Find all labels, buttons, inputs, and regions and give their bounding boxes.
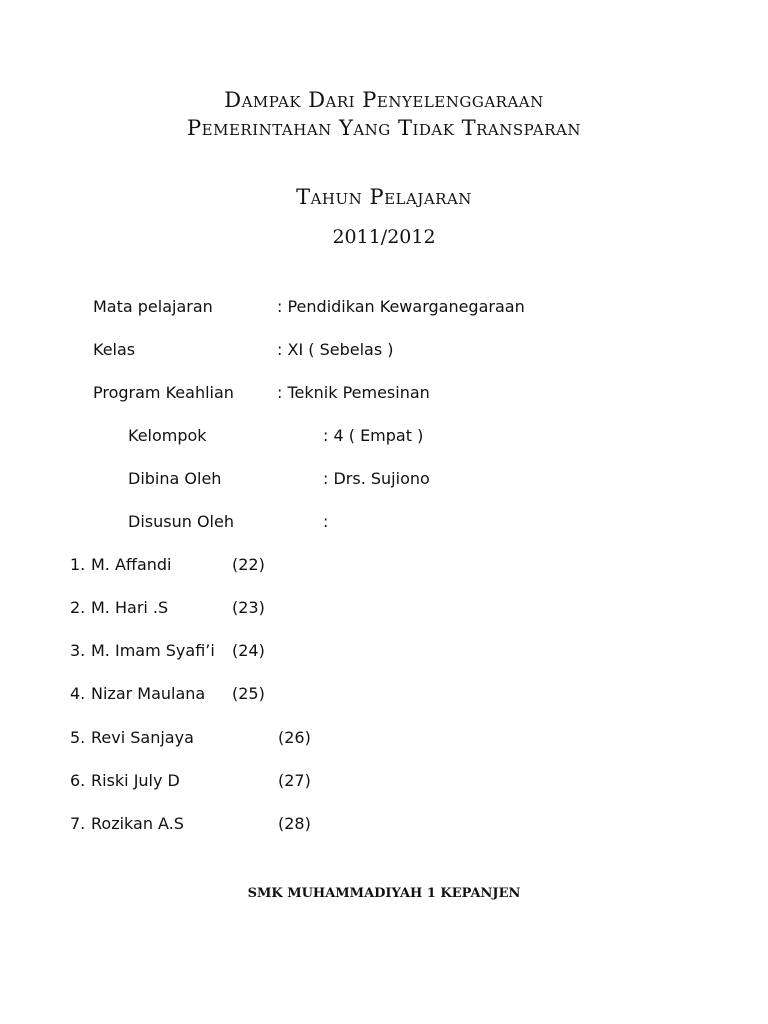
member-number: 5. bbox=[70, 728, 86, 747]
member-number: 7. bbox=[70, 814, 86, 833]
class-value: : XI ( Sebelas ) bbox=[277, 340, 394, 359]
subject-label: Mata pelajaran bbox=[93, 297, 213, 316]
member-number: 6. bbox=[70, 771, 86, 790]
advisor-label: Dibina Oleh bbox=[128, 469, 222, 488]
title-line-1: Dampak Dari Penyelenggaraan bbox=[224, 88, 544, 112]
member-number: 4. bbox=[70, 684, 86, 703]
member-name: M. Imam Syafi’i bbox=[91, 641, 215, 660]
class-label: Kelas bbox=[93, 340, 136, 359]
member-name: M. Affandi bbox=[91, 555, 172, 574]
member-name: Nizar Maulana bbox=[91, 684, 206, 703]
program-label: Program Keahlian bbox=[93, 383, 234, 402]
member-number: 1. bbox=[70, 555, 86, 574]
member-attendance-number: (27) bbox=[278, 771, 311, 790]
member-name: Rozikan A.S bbox=[91, 814, 184, 833]
member-name: M. Hari .S bbox=[91, 598, 169, 617]
subject-value: : Pendidikan Kewarganegaraan bbox=[277, 297, 525, 316]
authors-label: Disusun Oleh bbox=[128, 512, 234, 531]
advisor-value: : Drs. Sujiono bbox=[323, 469, 430, 488]
member-attendance-number: (23) bbox=[232, 598, 265, 617]
group-value: : 4 ( Empat ) bbox=[323, 426, 424, 445]
member-attendance-number: (26) bbox=[278, 728, 311, 747]
authors-value: : bbox=[323, 512, 329, 531]
school-name: SMK MUHAMMADIYAH 1 KEPANJEN bbox=[247, 886, 521, 901]
member-attendance-number: (28) bbox=[278, 814, 311, 833]
title-line-2: Pemerintahan Yang Tidak Transparan bbox=[187, 116, 581, 140]
program-value: : Teknik Pemesinan bbox=[277, 383, 430, 402]
year-value: 2011/2012 bbox=[332, 226, 436, 248]
group-label: Kelompok bbox=[128, 426, 207, 445]
member-name: Revi Sanjaya bbox=[91, 728, 194, 747]
member-number: 2. bbox=[70, 598, 86, 617]
year-label: Tahun Pelajaran bbox=[296, 185, 472, 209]
member-attendance-number: (24) bbox=[232, 641, 265, 660]
member-name: Riski July D bbox=[91, 771, 180, 790]
member-attendance-number: (25) bbox=[232, 684, 265, 703]
member-attendance-number: (22) bbox=[232, 555, 265, 574]
member-number: 3. bbox=[70, 641, 86, 660]
